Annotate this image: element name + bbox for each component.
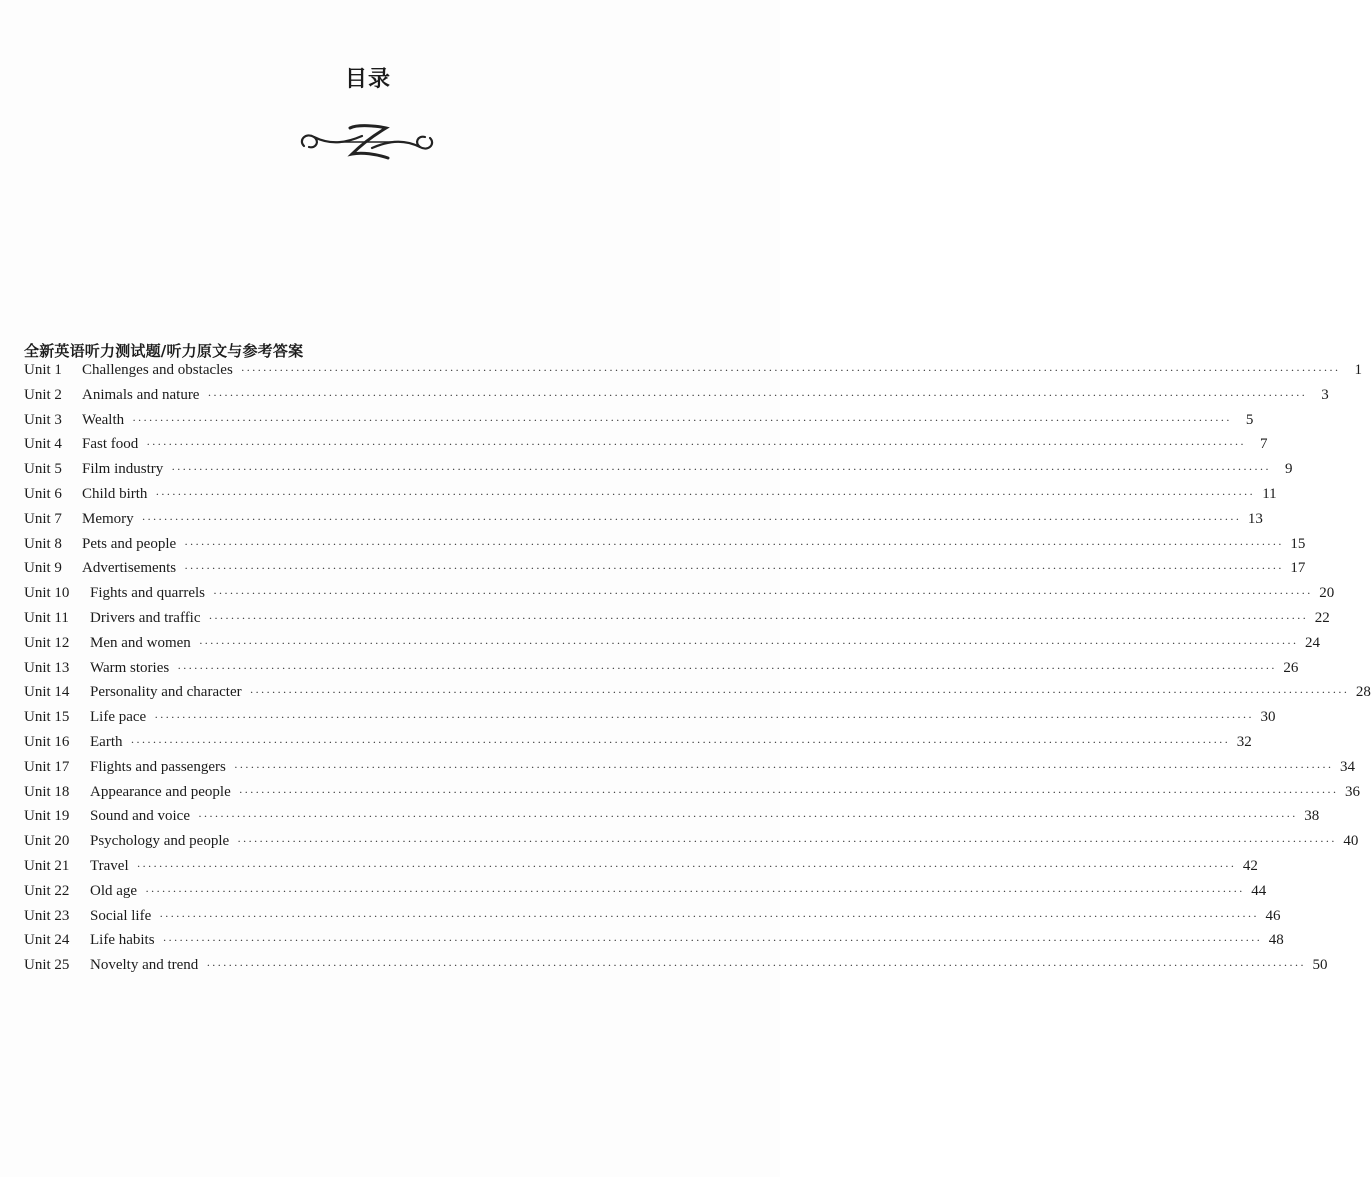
toc-entry-title: Child birth	[82, 485, 148, 502]
toc-unit-label: Unit 10	[24, 585, 70, 602]
toc-entry	[24, 535, 1306, 561]
toc-unit-label: Unit 11	[24, 609, 69, 626]
toc-page-number: 26	[1283, 659, 1299, 676]
toc-unit-label: Unit 23	[24, 907, 70, 924]
toc-unit-label: Unit 6	[24, 485, 62, 502]
toc-page-number: 22	[1314, 609, 1330, 626]
dot-leader: ········································································································································································································	[197, 809, 1298, 824]
toc-entry	[24, 758, 1356, 784]
toc-page-number: 42	[1242, 857, 1258, 874]
toc-entry	[24, 609, 1330, 635]
toc-page-number: 7	[1259, 436, 1268, 453]
dot-leader: ········································································································································································································	[146, 437, 1246, 452]
toc-unit-label: Unit 25	[24, 957, 70, 974]
dot-leader: ········································································································································································································	[212, 586, 1313, 601]
toc-entry	[24, 833, 1359, 858]
dot-leader: ········································································································································································································	[141, 511, 1241, 526]
toc-entry-title: Film industry	[82, 461, 164, 478]
dot-leader: ········································································································································································································	[207, 387, 1307, 402]
toc-entry-title: Fast food	[82, 436, 139, 453]
toc-unit-label: Unit 19	[24, 808, 70, 825]
toc-page-number: 36	[1344, 783, 1360, 800]
toc-entry-title: Drivers and traffic	[90, 609, 201, 626]
toc-page-number: 1	[1354, 362, 1363, 378]
toc-entry-title: Psychology and people	[90, 833, 230, 850]
toc-unit-label: Unit 8	[24, 535, 62, 552]
toc-page-number: 46	[1265, 907, 1281, 924]
toc-entry	[24, 485, 1277, 511]
toc-entry-title: Advertisements	[82, 560, 177, 577]
toc-entry-title: Animals and nature	[82, 386, 200, 403]
dot-leader: ········································································································································································································	[145, 883, 1245, 898]
toc-entry	[24, 436, 1268, 461]
toc-unit-label: Unit 22	[24, 882, 70, 899]
toc-unit-label: Unit 20	[24, 833, 70, 850]
toc-entry-title: Social life	[90, 907, 152, 924]
toc-page-number: 15	[1290, 535, 1306, 552]
toc-entry-title: Flights and passengers	[90, 758, 226, 775]
toc-page-number: 40	[1343, 833, 1359, 850]
toc-entry	[24, 907, 1281, 933]
toc-unit-label: Unit 15	[24, 709, 70, 726]
toc-entry	[24, 857, 1258, 883]
toc-page-number: 20	[1319, 585, 1335, 602]
toc-page-number: 30	[1260, 709, 1276, 726]
toc-entry	[24, 659, 1299, 685]
toc-entry-title: Life habits	[90, 932, 155, 949]
toc-entry-title: Novelty and trend	[90, 957, 199, 974]
section-heading: 全新英语听力测试题/听力原文与参考答案	[24, 342, 304, 360]
dot-leader: ········································································································································································································	[184, 536, 1284, 551]
toc-page-number: 24	[1305, 634, 1321, 651]
dot-leader: ········································································································································································································	[208, 610, 1308, 625]
toc-entry	[24, 783, 1360, 809]
dot-leader: ········································································································································································································	[233, 759, 1334, 774]
toc-list	[24, 362, 1371, 982]
toc-entry	[24, 932, 1284, 957]
toc-unit-label: Unit 7	[24, 510, 62, 527]
toc-page-number: 28	[1355, 684, 1371, 701]
toc-entry	[24, 585, 1335, 610]
toc-unit-label: Unit 18	[24, 783, 70, 800]
toc-entry	[24, 957, 1328, 982]
toc-unit-label: Unit 1	[24, 362, 62, 378]
dot-leader: ········································································································································································································	[198, 635, 1299, 650]
toc-unit-label: Unit 5	[24, 461, 62, 478]
toc-unit-label: Unit 21	[24, 857, 70, 874]
toc-entry	[24, 709, 1276, 734]
page-title: 目录	[344, 66, 391, 92]
toc-entry	[24, 362, 1363, 387]
toc-page-number: 32	[1236, 733, 1252, 750]
toc-page-number: 38	[1304, 808, 1320, 825]
toc-page-number: 11	[1262, 485, 1277, 502]
flourish-ornament-icon	[296, 120, 438, 164]
dot-leader: ········································································································································································································	[249, 685, 1349, 700]
toc-page-number: 44	[1251, 882, 1267, 899]
toc-unit-label: Unit 2	[24, 386, 62, 403]
toc-entry	[24, 510, 1263, 536]
toc-entry	[24, 733, 1252, 759]
dot-leader: ········································································································································································································	[238, 784, 1338, 799]
toc-page-number: 34	[1340, 758, 1356, 775]
toc-entry-title: Pets and people	[82, 535, 177, 552]
dot-leader: ········································································································································································································	[155, 486, 1255, 501]
dot-leader: ········································································································································································································	[159, 908, 1259, 923]
dot-leader: ········································································································································································································	[136, 858, 1236, 873]
toc-page-number: 48	[1268, 932, 1284, 949]
toc-entry	[24, 411, 1254, 437]
toc-entry	[24, 808, 1320, 833]
toc-entry-title: Personality and character	[90, 684, 242, 701]
toc-page-number: 9	[1284, 461, 1293, 478]
dot-leader: ········································································································································································································	[130, 734, 1230, 749]
dot-leader: ········································································································································································································	[240, 363, 1341, 377]
toc-unit-label: Unit 13	[24, 659, 70, 676]
toc-entry-title: Challenges and obstacles	[82, 362, 233, 378]
toc-entry-title: Sound and voice	[90, 808, 190, 825]
toc-entry-title: Life pace	[90, 709, 147, 726]
toc-entry-title: Memory	[82, 510, 134, 527]
toc-unit-label: Unit 3	[24, 411, 62, 428]
toc-entry-title: Men and women	[90, 634, 191, 651]
toc-entry-title: Wealth	[82, 411, 125, 428]
toc-entry	[24, 882, 1267, 908]
dot-leader: ········································································································································································································	[132, 412, 1232, 427]
toc-entry	[24, 560, 1306, 585]
toc-entry-title: Earth	[90, 733, 123, 750]
toc-unit-label: Unit 16	[24, 733, 70, 750]
toc-unit-label: Unit 12	[24, 634, 70, 651]
toc-entry	[24, 461, 1293, 486]
dot-leader: ········································································································································································································	[237, 834, 1337, 849]
toc-entry-title: Appearance and people	[90, 783, 231, 800]
toc-unit-label: Unit 24	[24, 932, 70, 949]
toc-entry	[24, 634, 1321, 660]
dot-leader: ········································································································································································································	[177, 660, 1277, 675]
toc-unit-label: Unit 14	[24, 684, 70, 701]
toc-page-number: 3	[1321, 386, 1329, 403]
dot-leader: ········································································································································································································	[154, 710, 1254, 725]
toc-entry	[24, 386, 1329, 412]
toc-entry-title: Warm stories	[90, 659, 170, 676]
toc-unit-label: Unit 4	[24, 436, 62, 453]
dot-leader: ········································································································································································································	[206, 958, 1306, 973]
dot-leader: ········································································································································································································	[162, 933, 1262, 948]
toc-entry-title: Fights and quarrels	[90, 585, 205, 602]
toc-unit-label: Unit 17	[24, 758, 70, 775]
toc-page-number: 13	[1247, 510, 1263, 527]
toc-entry	[24, 684, 1371, 709]
toc-entry-title: Travel	[90, 857, 129, 874]
dot-leader: ········································································································································································································	[184, 561, 1284, 576]
toc-entry-title: Old age	[90, 882, 138, 899]
toc-page-number: 17	[1290, 560, 1306, 577]
toc-page-number: 5	[1245, 411, 1254, 428]
dot-leader: ········································································································································································································	[171, 462, 1271, 477]
toc-unit-label: Unit 9	[24, 560, 62, 577]
toc-page-number: 50	[1312, 957, 1328, 974]
